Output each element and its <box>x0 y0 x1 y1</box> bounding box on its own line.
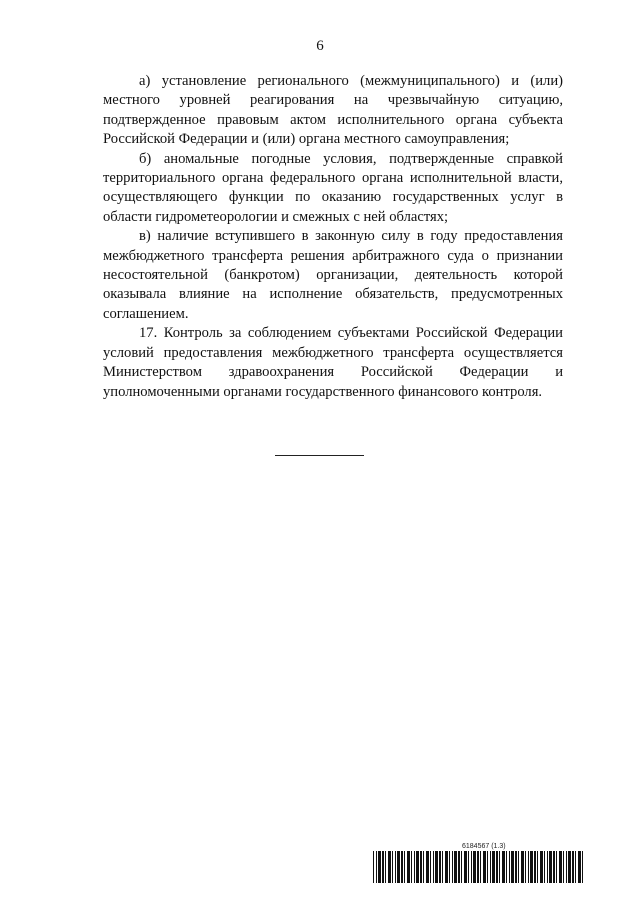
barcode-icon <box>373 851 587 883</box>
paragraph-a: а) установление регионального (межмуниципального) и (или) местного уровней реагирования на чрезвычайную ситуацию, подтвержденное правовым актом исполнительного органа субъекта Российской Федерации и (или) органа местного самоуправления; <box>103 73 563 148</box>
document-code: 6184567 (1.3) <box>462 843 506 850</box>
paragraph-b: б) аномальные погодные условия, подтвержденные справкой территориального органа федерального органа исполнительной власти, осуществляющего функции по оказанию государственных услуг в области гидрометеорологии и смежных с ней областях; <box>103 150 563 225</box>
paragraph-c: в) наличие вступившего в законную силу в году предоставления межбюджетного трансферта решения арбитражного суда о признании несостоятельной (банкротом) организации, деятельность которой оказывала влияние на исполнение обязательств, предусмотренных соглашением. <box>103 228 563 322</box>
page-number: 6 <box>316 38 324 54</box>
separator-line <box>275 455 364 456</box>
body-text <box>103 72 563 402</box>
paragraph-17: 17. Контроль за соблюдением субъектами Российской Федерации условий предоставления межбюджетного трансферта осуществляется Министерством здравоохранения Российской Федерации и уполномоченными органами государственного финансового контроля. <box>103 325 563 400</box>
